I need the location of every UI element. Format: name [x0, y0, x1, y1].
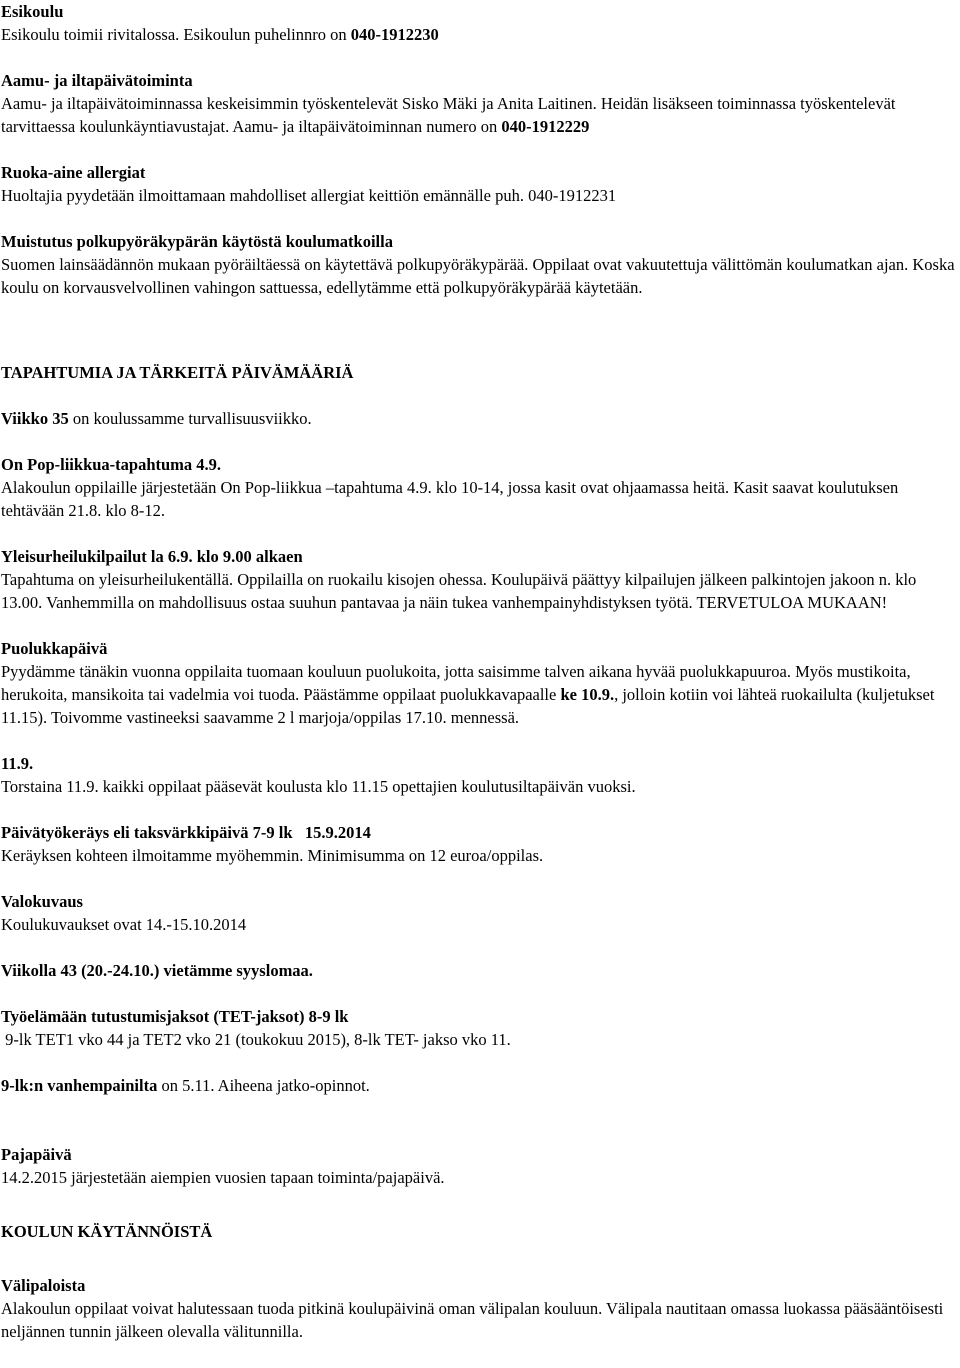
bold-run: Viikko 35	[1, 409, 69, 428]
section-heading: Yleisurheilukilpailut la 6.9. klo 9.00 alkaen	[1, 547, 303, 566]
section-text: Keräyksen kohteen ilmoitamme myöhemmin. Minimisumma on 12 euroa/oppilas.	[1, 846, 544, 865]
section-heading: Viikolla 43 (20.-24.10.) vietämme syyslomaa.	[1, 961, 313, 980]
section-heading: Esikoulu	[1, 2, 64, 21]
section-text	[1, 23, 960, 46]
phone-number: 040-1912230	[350, 25, 439, 44]
text-run: Aamu- ja iltapäivätoiminnassa keskeisimmin työskentelevät Sisko Mäki ja Anita Laitinen. Heidän lisäkseen toiminnassa työskentelevät tarvittaessa koulunkäyntiavustajat. Aamu- ja iltapäivätoiminnan numero on	[1, 94, 896, 136]
section-valokuvaus	[1, 890, 960, 936]
section-heading: Valokuvaus	[1, 892, 83, 911]
section-text: Alakoulun oppilaille järjestetään On Pop-liikkua –tapahtuma 4.9. klo 10-14, jossa kasit ovat ohjaamassa heitä. Kasit saavat koulutuksen tehtävään 21.8. klo 8-12.	[1, 478, 899, 520]
section-viikko35	[1, 407, 960, 430]
section-ruoka-aine-allergiat	[1, 161, 960, 207]
bold-run: 9-lk:n vanhempainilta	[1, 1076, 158, 1095]
section-text: 9-lk TET1 vko 44 ja TET2 vko 21 (toukokuu 2015), 8-lk TET- jakso vko 11.	[1, 1030, 511, 1049]
section-valipalat	[1, 1274, 960, 1343]
section-text	[1, 660, 960, 729]
text-run: , jolloin kotiin voi lähteä ruokailulta (kuljetukset 11.15). Toivomme vastineeksi saavamme 2 l marjoja/oppilas 17.10. mennessä.	[1, 685, 935, 727]
section-text	[1, 407, 960, 430]
major-heading-tapahtumia: TAPAHTUMIA JA TÄRKEITÄ PÄIVÄMÄÄRIÄ	[1, 363, 354, 382]
bold-run: ke 10.9.	[560, 685, 615, 704]
section-koulutusiltapaiva	[1, 752, 960, 798]
section-kyparamuistutus	[1, 230, 960, 299]
section-esikoulu	[1, 0, 960, 46]
section-pajapaiva	[1, 1143, 960, 1189]
section-paivatyokerays	[1, 821, 960, 867]
section-aamu-iltapaivatoiminta	[1, 69, 960, 138]
text-run: on koulussamme turvallisuusviikko.	[68, 409, 312, 428]
section-heading: Työelämään tutustumisjaksot (TET-jaksot) 8-9 lk	[1, 1007, 349, 1026]
section-text: Tapahtuma on yleisurheilukentällä. Oppilailla on ruokailu kisojen ohessa. Koulupäivä päättyy kilpailujen jälkeen palkintojen jakoon n. klo 13.00. Vanhemmilla on mahdollisuus ostaa suuhun pantavaa ja näin tukea vanhempainyhdistyksen työtä. TERVETULOA MUKAAN!	[1, 570, 917, 612]
section-heading: Muistutus polkupyöräkypärän käytöstä koulumatkoilla	[1, 232, 393, 251]
text-run: Esikoulu toimii rivitalossa. Esikoulun puhelinnro on	[1, 25, 351, 44]
section-heading: On Pop-liikkua-tapahtuma 4.9.	[1, 455, 222, 474]
text-run: Pyydämme tänäkin vuonna oppilaita tuomaan kouluun puolukoita, jotta saisimme talven aikana hyvää puolukkapuuroa. Myös mustikoita, herukoita, mansikoita tai vadelmia voi tuoda. Päästämme oppilaat puolukkavapaalle	[1, 662, 911, 704]
section-puolukkapaiva	[1, 637, 960, 729]
major-heading-kaytannot: KOULUN KÄYTÄNNÖISTÄ	[1, 1222, 213, 1241]
section-text: Torstaina 11.9. kaikki oppilaat pääsevät koulusta klo 11.15 opettajien koulutusiltapäivän vuoksi.	[1, 777, 636, 796]
section-text: 14.2.2015 järjestetään aiempien vuosien tapaan toiminta/pajapäivä.	[1, 1168, 445, 1187]
section-heading: 11.9.	[1, 754, 34, 773]
section-pop-liikkua	[1, 453, 960, 522]
section-heading: Pajapäivä	[1, 1145, 72, 1164]
section-vanhempainilta	[1, 1074, 960, 1097]
section-text: Koulukuvaukset ovat 14.-15.10.2014	[1, 915, 247, 934]
section-text: Alakoulun oppilaat voivat halutessaan tuoda pitkinä koulupäivinä oman välipalan kouluun. Välipala nautitaan omassa luokassa pääsääntöisesti neljännen tunnin jälkeen olevalla välitunnilla.	[1, 1299, 944, 1341]
section-heading: Ruoka-aine allergiat	[1, 163, 146, 182]
section-heading: Aamu- ja iltapäivätoiminta	[1, 71, 193, 90]
section-syysloma	[1, 959, 960, 982]
section-text	[1, 92, 960, 138]
section-text	[1, 1074, 960, 1097]
section-heading: Puolukkapäivä	[1, 639, 108, 658]
section-text: Huoltajia pyydetään ilmoittamaan mahdolliset allergiat keittiön emännälle puh. 040-1912231	[1, 186, 617, 205]
section-tapahtumia	[1, 361, 960, 384]
section-tet-jaksot	[1, 1005, 960, 1051]
section-text: Suomen lainsäädännön mukaan pyöräiltäessä on käytettävä polkupyöräkypärää. Oppilaat ovat vakuutettuja välittömän koulumatkan ajan. Koska koulu on korvausvelvollinen vahingon sattuessa, edellytämme että polkupyöräkypärää käytetään.	[1, 255, 955, 297]
section-yleisurheilukilpailut	[1, 545, 960, 614]
section-heading: Välipaloista	[1, 1276, 86, 1295]
section-kaytannot	[1, 1220, 960, 1243]
phone-number: 040-1912229	[501, 117, 590, 136]
text-run: on 5.11. Aiheena jatko-opinnot.	[157, 1076, 370, 1095]
section-heading: Päivätyökeräys eli taksvärkkipäivä 7-9 lk 15.9.2014	[1, 823, 371, 842]
